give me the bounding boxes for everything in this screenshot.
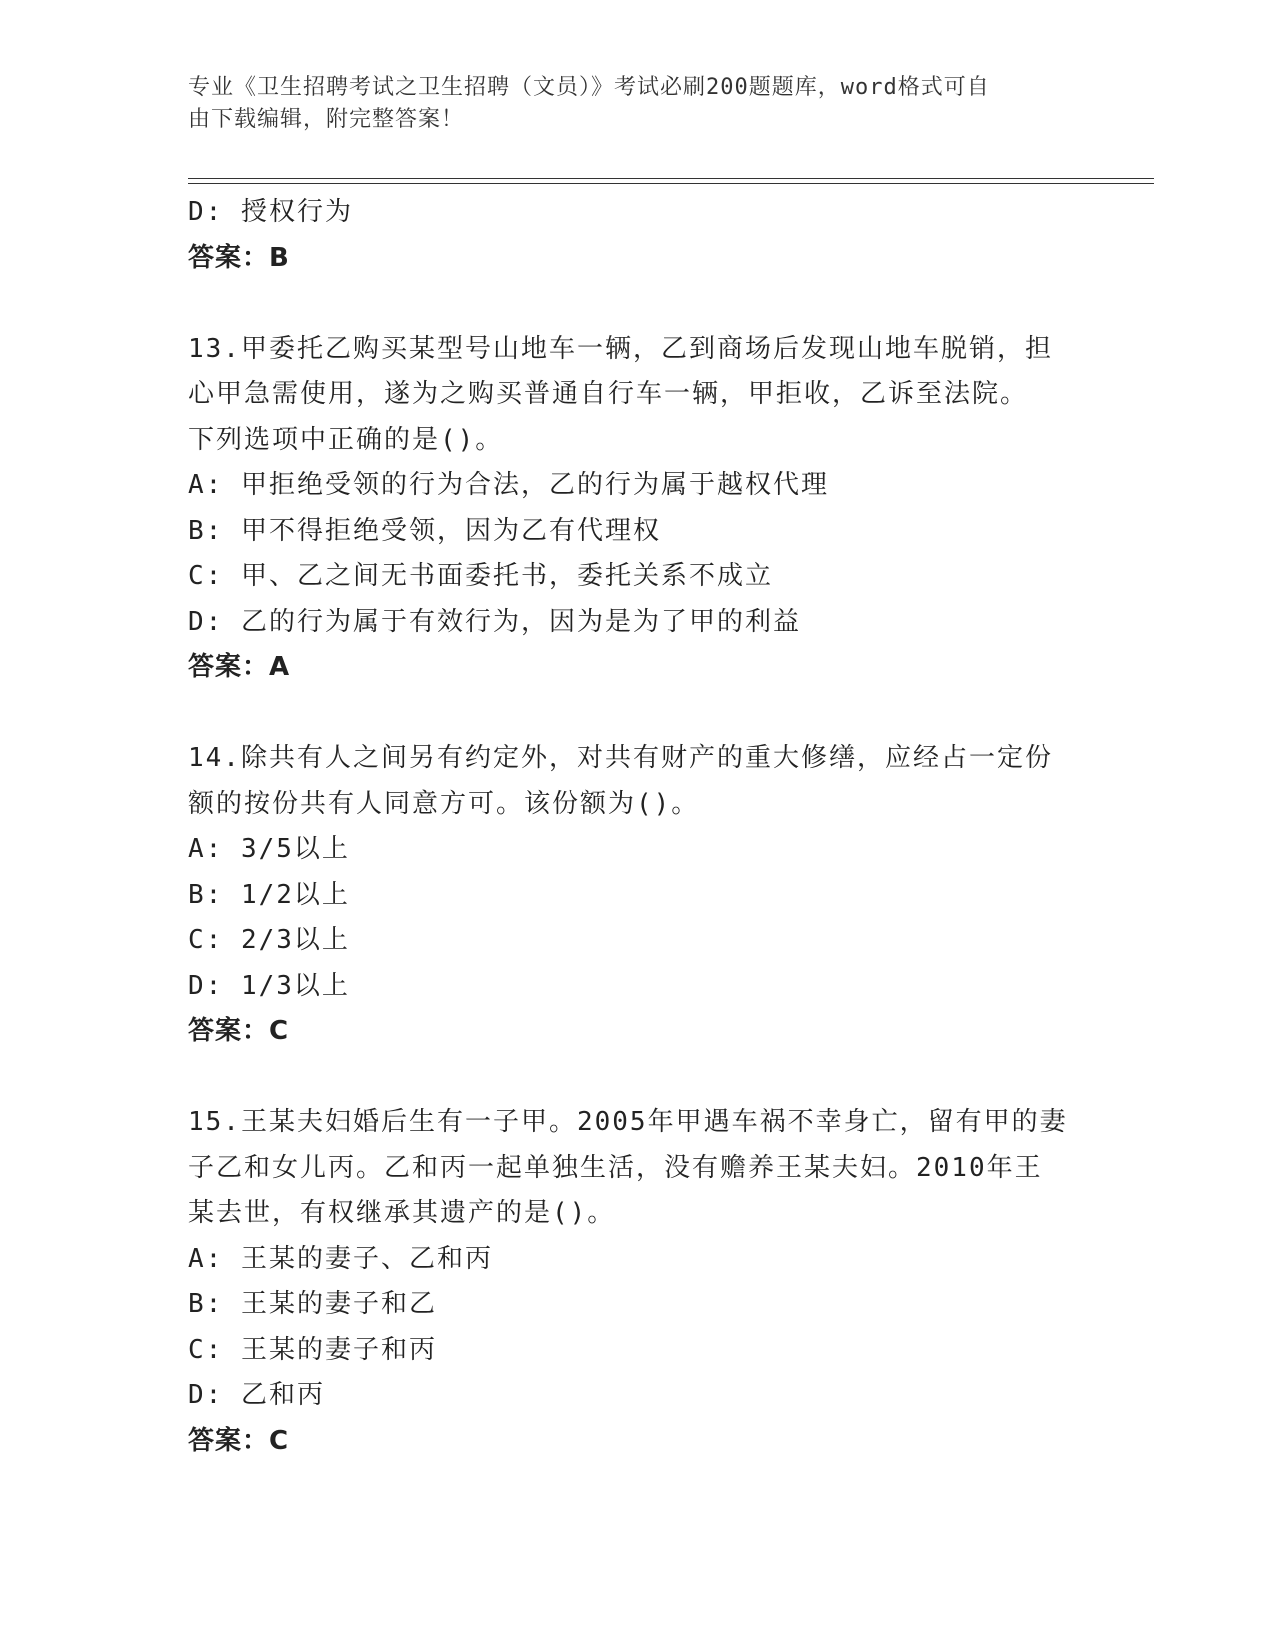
question-stem-line: 额的按份共有人同意方可。该份额为()。 bbox=[188, 788, 700, 819]
header-line: 专业《卫生招聘考试之卫生招聘（文员）》考试必刷200题题库，word格式可自 bbox=[188, 75, 990, 100]
question-15 bbox=[188, 1100, 1088, 1464]
option-c: C: 2/3以上 bbox=[188, 925, 350, 955]
question-stem-line: 15.王某夫妇婚后生有一子甲。2005年甲遇车祸不幸身亡，留有甲的妻 bbox=[188, 1107, 1068, 1137]
answer-line: 答案：B bbox=[188, 242, 290, 273]
question-stem-line: 心甲急需使用，遂为之购买普通自行车一辆，甲拒收，乙诉至法院。 bbox=[188, 379, 1029, 409]
question-14 bbox=[188, 736, 1088, 1055]
spacer bbox=[188, 1055, 1088, 1101]
question-stem-line: 14.除共有人之间另有约定外，对共有财产的重大修缮，应经占一定份 bbox=[188, 743, 1053, 773]
question-stem-line: 下列选项中正确的是()。 bbox=[188, 424, 504, 455]
question-list bbox=[188, 190, 1088, 1464]
option-d: D: 乙的行为属于有效行为，因为是为了甲的利益 bbox=[188, 606, 801, 637]
spacer bbox=[188, 281, 1088, 327]
option-a: A: 王某的妻子、乙和丙 bbox=[188, 1243, 493, 1274]
option-d: D: 乙和丙 bbox=[188, 1380, 325, 1410]
question-stem-line: 某去世，有权继承其遗产的是()。 bbox=[188, 1198, 616, 1228]
option-b: B: 甲不得拒绝受领，因为乙有代理权 bbox=[188, 515, 661, 546]
option-a: A: 3/5以上 bbox=[188, 834, 350, 864]
answer-line: 答案：C bbox=[188, 1425, 290, 1456]
question-stem-line: 子乙和女儿丙。乙和丙一起单独生活，没有赡养王某夫妇。2010年王 bbox=[188, 1152, 1043, 1183]
option-a: A: 甲拒绝受领的行为合法，乙的行为属于越权代理 bbox=[188, 470, 829, 500]
header-divider bbox=[188, 178, 1154, 184]
spacer bbox=[188, 691, 1088, 737]
option-d: D: 授权行为 bbox=[188, 197, 353, 227]
answer-line: 答案：A bbox=[188, 652, 291, 682]
option-b: B: 1/2以上 bbox=[188, 879, 350, 910]
header-line: 由下载编辑，附完整答案！ bbox=[188, 107, 465, 132]
option-b: B: 王某的妻子和乙 bbox=[188, 1289, 437, 1319]
option-d: D: 1/3以上 bbox=[188, 970, 350, 1001]
option-c: C: 王某的妻子和丙 bbox=[188, 1334, 437, 1365]
answer-line: 答案：C bbox=[188, 1016, 290, 1046]
question-stem-line: 13.甲委托乙购买某型号山地车一辆，乙到商场后发现山地车脱销，担 bbox=[188, 333, 1053, 364]
document-header bbox=[188, 72, 1068, 136]
option-c: C: 甲、乙之间无书面委托书，委托关系不成立 bbox=[188, 561, 773, 591]
question-13 bbox=[188, 327, 1088, 691]
